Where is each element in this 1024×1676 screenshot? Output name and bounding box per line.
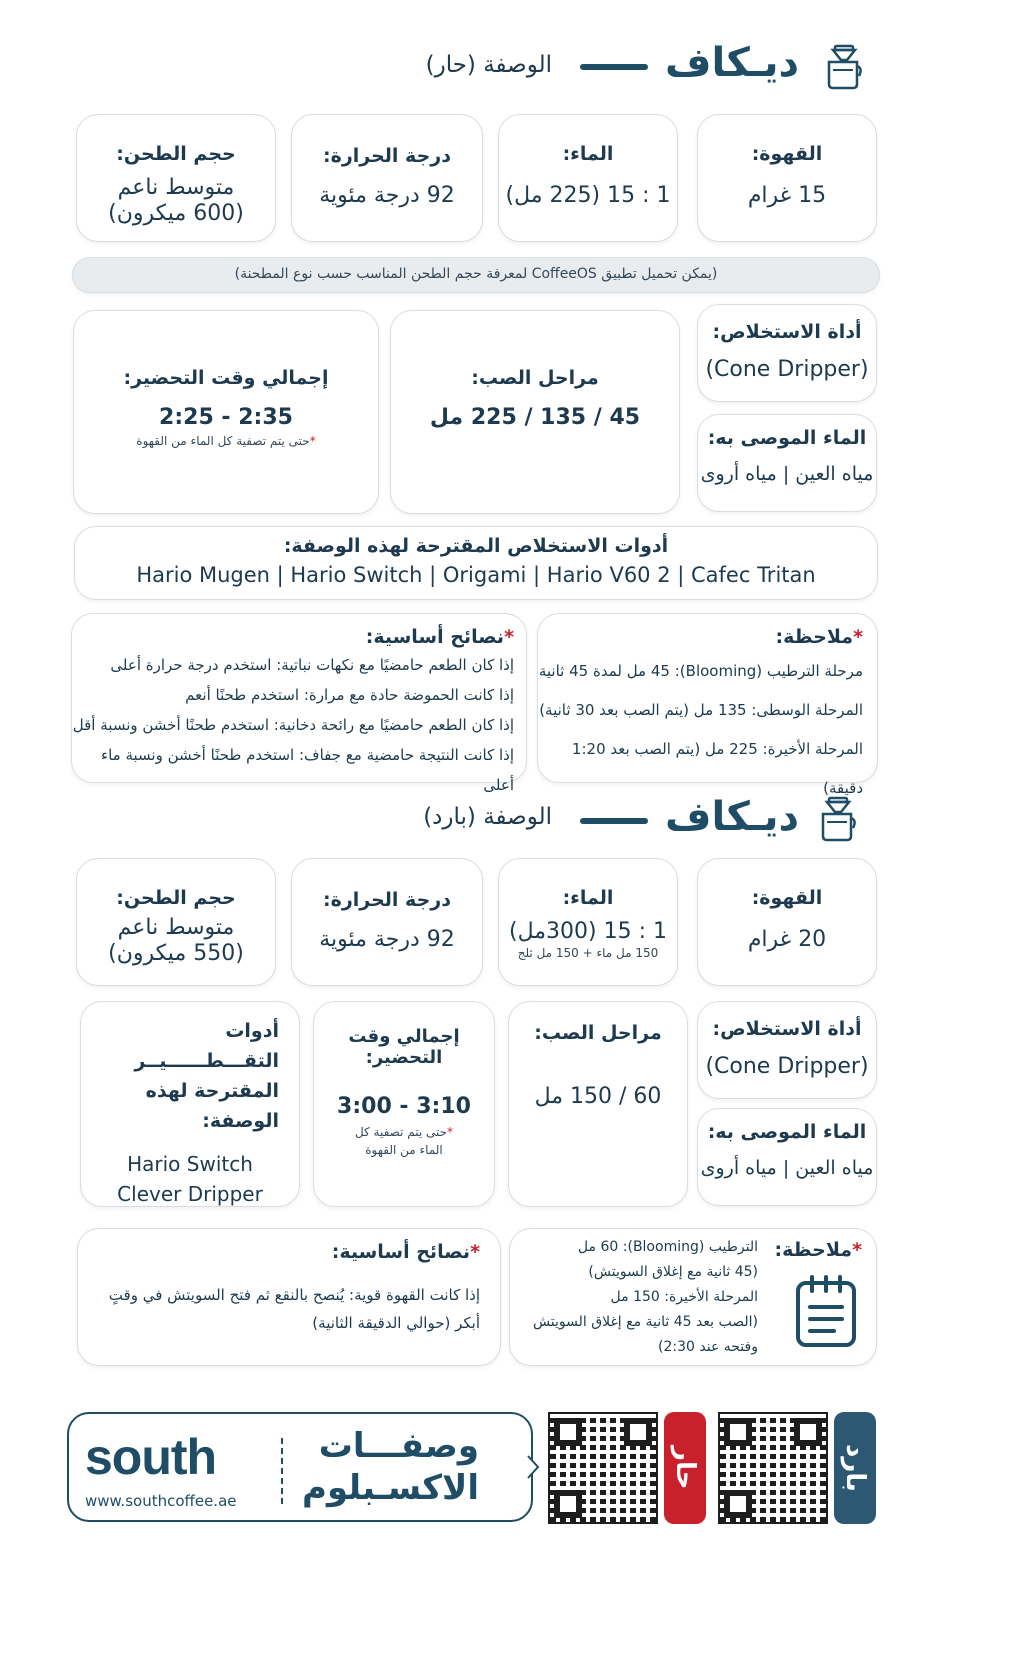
cold-suggested-line2: Clever Dripper xyxy=(117,1182,263,1206)
cold-tip-line: أبكر (حوالي الدقيقة الثانية) xyxy=(312,1314,480,1332)
hot-grind-value: متوسط ناعم (600 ميكرون) xyxy=(108,175,244,226)
cold-tips-card xyxy=(77,1228,501,1366)
cold-water-label: الماء: xyxy=(562,887,614,909)
hot-temp-card xyxy=(291,114,483,242)
hot-suggested-tools xyxy=(74,526,878,600)
hot-grind-card xyxy=(76,114,276,242)
notepad-icon xyxy=(794,1273,858,1349)
hot-tips-list xyxy=(72,650,514,800)
hot-app-note xyxy=(72,257,880,293)
hot-tip-line: إذا كانت النتيجة حامضية مع جفاف: استخدم طحنًا أخشن ونسبة ماء أعلى xyxy=(101,746,514,794)
cold-note-line: وفتحه عند 2:30) xyxy=(658,1339,758,1355)
cold-rec-water-label: الماء الموصى به: xyxy=(707,1121,867,1143)
hot-note-line: المرحلة الوسطى: 135 مل (يتم الصب بعد 30 ثانية) xyxy=(539,701,863,719)
hot-tip-line: إذا كان الطعم حامضيًا مع رائحة دخانية: استخدم طحنًا أخشن ونسبة أقل xyxy=(72,716,514,734)
capsule-divider xyxy=(281,1438,283,1504)
cold-coffee-card xyxy=(697,858,877,986)
cold-temp-label: درجة الحرارة: xyxy=(323,889,451,911)
hot-app-note-text: (يمكن تحميل تطبيق CoffeeOS لمعرفة حجم الطحن المناسب حسب نوع المطحنة) xyxy=(234,266,718,282)
cold-time-note: *حتى يتم تصفية كل الماء من القهوة xyxy=(354,1125,454,1157)
hot-time-card xyxy=(73,310,379,514)
cold-water-card xyxy=(498,858,678,986)
cold-water-note: 150 مل ماء + 150 مل ثلج xyxy=(517,946,659,960)
website[interactable]: www.southcoffee.ae xyxy=(85,1492,237,1510)
hot-temp-label: درجة الحرارة: xyxy=(323,145,451,167)
cold-suggested-line1: Hario Switch xyxy=(127,1152,253,1176)
cold-note-line: الترطيب (Blooming): 60 مل xyxy=(577,1239,758,1255)
hot-tips-label: *نصائح أساسية: xyxy=(365,626,514,648)
south-logo: south xyxy=(85,1429,217,1485)
hot-subtitle: الوصفة (حار) xyxy=(425,52,552,78)
cold-temp-card xyxy=(291,858,483,986)
hot-pours-value: 45 / 135 / 225 مل xyxy=(429,405,641,430)
cold-tool-label: أداة الاستخلاص: xyxy=(712,1018,862,1040)
hot-tip-line: إذا كان الطعم حامضيًا مع نكهات نباتية: استخدم درجة حرارة أعلى xyxy=(110,656,514,674)
hot-notes-list xyxy=(538,652,863,808)
cold-tips-label: *نصائح أساسية: xyxy=(331,1241,480,1263)
hot-coffee-card xyxy=(697,114,877,242)
hot-time-label: إجمالي وقت التحضير: xyxy=(123,367,329,389)
cold-temp-value: 92 درجة مئوية xyxy=(319,927,455,952)
hot-title-divider xyxy=(580,64,648,70)
cold-grind-label: حجم الطحن: xyxy=(116,887,236,909)
hot-suggested-label: أدوات الاستخلاص المقترحة لهذه الوصفة: xyxy=(283,535,669,557)
cold-qr-tag[interactable]: بارد xyxy=(834,1412,876,1524)
cold-water-value: 1 : 15 (300مل) xyxy=(508,919,667,944)
cold-notes-list xyxy=(533,1235,758,1360)
hot-rec-water-card xyxy=(697,414,877,512)
cold-pours-card xyxy=(508,1001,688,1207)
cold-tool-value: (Cone Dripper) xyxy=(705,1054,869,1079)
cold-pours-value: 60 / 150 مل xyxy=(534,1084,662,1109)
cold-rec-water-card xyxy=(697,1108,877,1206)
cold-title: ديـكاف xyxy=(665,794,799,840)
cold-time-value: 3:00 - 3:10 xyxy=(337,1094,471,1119)
cold-subtitle: الوصفة (بارد) xyxy=(423,804,552,830)
cold-grind-value: متوسط ناعم (550 ميكرون) xyxy=(108,915,244,966)
cold-grind-card xyxy=(76,858,276,986)
hot-coffee-label: القهوة: xyxy=(751,143,823,165)
coffee-server-icon xyxy=(817,796,857,842)
cold-time-label: إجمالي وقت التحضير: xyxy=(348,1026,460,1068)
cold-suggested-label: أدوات التقـــطــــــيــر المقترحة لهذه الوصفة: xyxy=(134,1020,279,1132)
cold-pours-label: مراحل الصب: xyxy=(534,1022,662,1044)
cold-tool-card xyxy=(697,1001,877,1099)
footer-capsule xyxy=(67,1412,533,1522)
hot-time-note: *حتى يتم تصفية كل الماء من القهوة xyxy=(136,434,316,448)
capsule-line1: وصفـــات xyxy=(318,1426,479,1466)
cold-coffee-value: 20 غرام xyxy=(747,927,827,952)
hot-rec-water-label: الماء الموصى به: xyxy=(707,427,867,449)
hot-water-value: 1 : 15 (225 مل) xyxy=(505,183,671,208)
cold-rec-water-value: مياه العين | مياه أروى xyxy=(700,1157,874,1179)
capsule-line2: الاكسـبلوم xyxy=(302,1468,479,1508)
hot-tips-card xyxy=(71,613,527,794)
hot-qr-tag[interactable]: حار xyxy=(664,1412,706,1524)
hot-tool-card xyxy=(697,304,877,402)
hot-grind-label: حجم الطحن: xyxy=(116,143,236,165)
hot-tool-label: أداة الاستخلاص: xyxy=(712,321,862,343)
cold-note-line: (الصب بعد 45 ثانية مع إغلاق السويتش xyxy=(532,1314,758,1330)
cold-time-card xyxy=(313,1001,495,1207)
hot-pours-label: مراحل الصب: xyxy=(471,367,599,389)
coffee-server-icon xyxy=(823,44,863,90)
hot-time-value: 2:25 - 2:35 xyxy=(159,405,293,430)
cold-notes-card xyxy=(509,1228,877,1366)
hot-note-line: مرحلة الترطيب (Blooming): 45 مل لمدة 45 ثانية xyxy=(538,662,863,680)
chevron-right-icon xyxy=(526,1454,540,1480)
cold-suggested-tools xyxy=(80,1001,300,1207)
hot-note-line: المرحلة الأخيرة: 225 مل (يتم الصب بعد 1:20 دقيقة) xyxy=(571,740,863,797)
hot-rec-water-value: مياه العين | مياه أروى xyxy=(700,463,874,485)
hot-notes-card xyxy=(537,613,878,797)
cold-coffee-label: القهوة: xyxy=(751,887,823,909)
cold-qr-code[interactable] xyxy=(718,1412,828,1524)
cold-tips-list xyxy=(78,1281,480,1337)
hot-water-label: الماء: xyxy=(562,143,614,165)
hot-title: ديـكاف xyxy=(665,40,799,86)
hot-coffee-value: 15 غرام xyxy=(747,183,827,208)
hot-water-card xyxy=(498,114,678,242)
hot-tool-value: (Cone Dripper) xyxy=(705,357,869,382)
hot-pours-card xyxy=(390,310,680,514)
cold-tip-line: إذا كانت القهوة قوية: يُنصح بالنقع ثم فتح السويتش في وقتٍ xyxy=(108,1286,480,1304)
cold-notes-label: *ملاحظة: xyxy=(774,1239,862,1261)
hot-notes-label: *ملاحظة: xyxy=(775,626,863,648)
cold-title-divider xyxy=(580,818,648,824)
hot-tip-line: إذا كانت الحموضة حادة مع مرارة: استخدم طحنًا أنعم xyxy=(185,686,514,704)
hot-qr-code[interactable] xyxy=(548,1412,658,1524)
cold-note-line: (45 ثانية مع إغلاق السويتش) xyxy=(588,1264,758,1280)
cold-note-line: المرحلة الأخيرة: 150 مل xyxy=(610,1289,758,1305)
hot-temp-value: 92 درجة مئوية xyxy=(319,183,455,208)
hot-suggested-value: Hario Mugen | Hario Switch | Origami | Hario V60 2 | Cafec Tritan xyxy=(136,563,816,587)
